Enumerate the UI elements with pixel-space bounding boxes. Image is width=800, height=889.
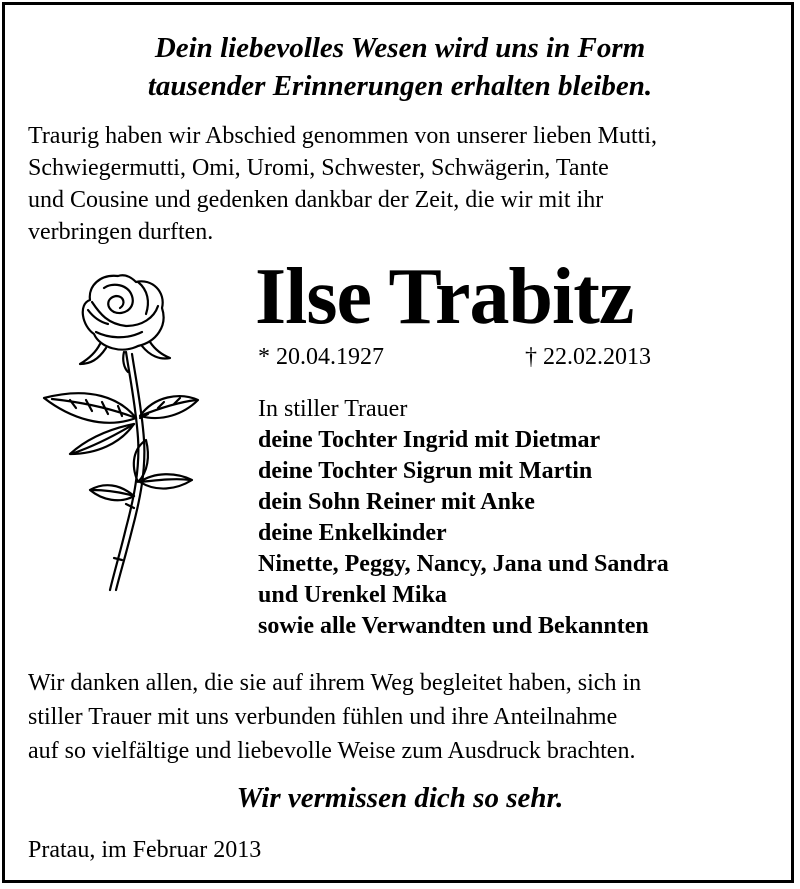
intro-line-1: Traurig haben wir Abschied genommen von unserer lieben Mutti, <box>28 123 657 149</box>
birth-date: * 20.04.1927 <box>258 344 384 370</box>
mourner-line: sowie alle Verwandten und Bekannten <box>258 613 649 639</box>
intro-line-2: Schwiegermutti, Omi, Uromi, Schwester, Schwägerin, Tante <box>28 155 609 181</box>
intro-line-4: verbringen durften. <box>28 219 214 245</box>
deceased-name: Ilse Trabitz <box>255 253 634 341</box>
mourner-line: dein Sohn Reiner mit Anke <box>258 489 535 515</box>
mourner-line: deine Tochter Ingrid mit Dietmar <box>258 427 601 453</box>
intro-line-3: und Cousine und gedenken dankbar der Zeit, die wir mit ihr <box>28 187 604 213</box>
mourner-line: Ninette, Peggy, Nancy, Jana und Sandra <box>258 551 669 577</box>
mourner-line: deine Tochter Sigrun mit Martin <box>258 458 593 484</box>
mourners-intro: In stiller Trauer <box>258 396 408 422</box>
mourner-line: deine Enkelkinder <box>258 520 447 546</box>
death-date: † 22.02.2013 <box>525 344 651 370</box>
mourner-line: und Urenkel Mika <box>258 582 447 608</box>
place-date: Pratau, im Februar 2013 <box>28 837 262 863</box>
rose-icon <box>30 268 210 598</box>
closing-line: Wir vermissen dich so sehr. <box>236 782 564 814</box>
thanks-line-2: stiller Trauer mit uns verbunden fühlen und ihre Anteilnahme <box>28 704 618 730</box>
motto-line-2: tausender Erinnerungen erhalten bleiben. <box>147 70 653 102</box>
thanks-line-3: auf so vielfältige und liebevolle Weise zum Ausdruck brachten. <box>28 738 636 764</box>
thanks-line-1: Wir danken allen, die sie auf ihrem Weg begleitet haben, sich in <box>28 670 642 696</box>
motto-line-1: Dein liebevolles Wesen wird uns in Form <box>154 32 646 64</box>
